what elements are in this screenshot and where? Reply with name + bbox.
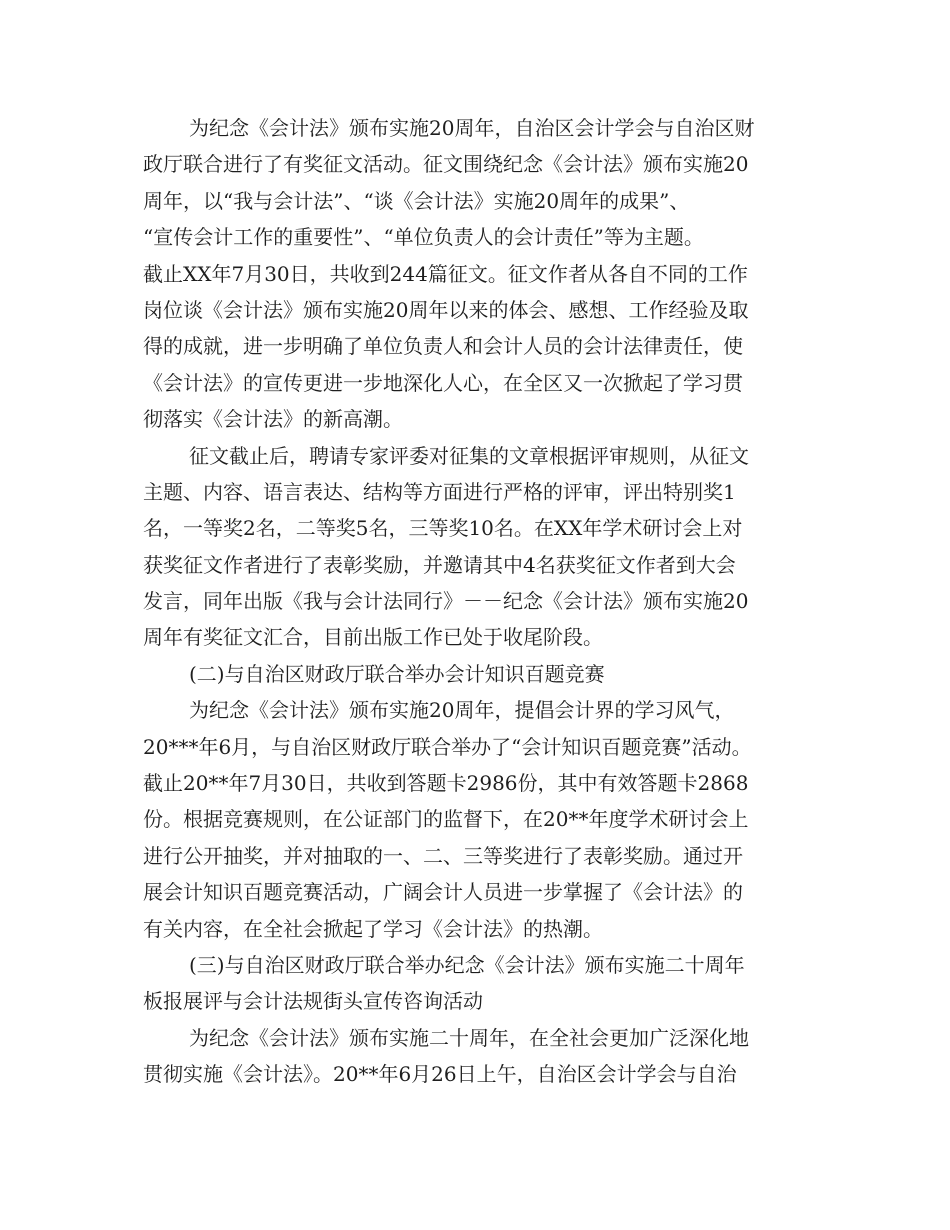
text-line: 20***年6月，与自治区财政厅联合举办了“会计知识百题竞赛”活动。 (143, 734, 752, 759)
text-line: 《会计法》的宣传更进一步地深化人心，在全区又一次掀起了学习贯 (143, 370, 743, 395)
text-line: “宣传会计工作的重要性”、“单位负责人的会计责任”等为主题。 (143, 225, 704, 250)
text-line: 主题、内容、语言表达、结构等方面进行严格的评审，评出特别奖1 (143, 479, 736, 504)
text-line: 得的成就，进一步明确了单位负责人和会计人员的会计法律责任，使 (143, 334, 743, 359)
text-line: 为纪念《会计法》颁布实施20周年，自治区会计学会与自治区财 (189, 116, 755, 140)
text-line: (三)与自治区财政厅联合举办纪念《会计法》颁布实施二十周年 (189, 952, 745, 977)
text-line: 岗位谈《会计法》颁布实施20周年以来的体会、感想、工作经验及取 (143, 297, 749, 322)
text-line: 政厅联合进行了有奖征文活动。征文围绕纪念《会计法》颁布实施20 (143, 152, 749, 177)
text-line: 名，一等奖2名，二等奖5名，三等奖10名。在XX年学术研讨会上对 (143, 516, 743, 541)
text-line: 获奖征文作者进行了表彰奖励，并邀请其中4名获奖征文作者到大会 (143, 552, 736, 577)
text-line: 彻落实《会计法》的新高潮。 (143, 407, 403, 432)
text-line: 征文截止后，聘请专家评委对征集的文章根据评审规则，从征文 (189, 443, 749, 468)
document-body (143, 110, 813, 1093)
text-line: 进行公开抽奖，并对抽取的一、二、三等奖进行了表彰奖励。通过开 (143, 843, 743, 868)
text-line: 份。根据竞赛规则，在公证部门的监督下，在20**年度学术研讨会上 (143, 807, 749, 832)
text-line: 发言，同年出版《我与会计法同行》－－纪念《会计法》颁布实施20 (143, 589, 749, 614)
text-line: 周年，以“我与会计法”、“谈《会计法》实施20周年的成果”、 (143, 188, 690, 213)
text-line: 为纪念《会计法》颁布实施20周年，提倡会计界的学习风气， (189, 698, 735, 723)
text-line: 贯彻实施《会计法》。20**年6月26日上午，自治区会计学会与自治 (143, 1062, 737, 1087)
text-line: 有关内容，在全社会掀起了学习《会计法》的热潮。 (143, 916, 603, 941)
text-line: 为纪念《会计法》颁布实施二十周年，在全社会更加广泛深化地 (189, 1025, 749, 1050)
text-line: 截止XX年7月30日，共收到244篇征文。征文作者从各自不同的工作 (143, 261, 748, 286)
text-line: 截止20**年7月30日，共收到答题卡2986份，其中有效答题卡2868 (143, 771, 749, 796)
text-line: 周年有奖征文汇合，目前出版工作已处于收尾阶段。 (143, 625, 603, 650)
text-line: (二)与自治区财政厅联合举办会计知识百题竞赛 (189, 661, 605, 686)
text-line: 板报展评与会计法规街头宣传咨询活动 (143, 989, 483, 1014)
text-line: 展会计知识百题竞赛活动，广阔会计人员进一步掌握了《会计法》的 (143, 880, 743, 905)
